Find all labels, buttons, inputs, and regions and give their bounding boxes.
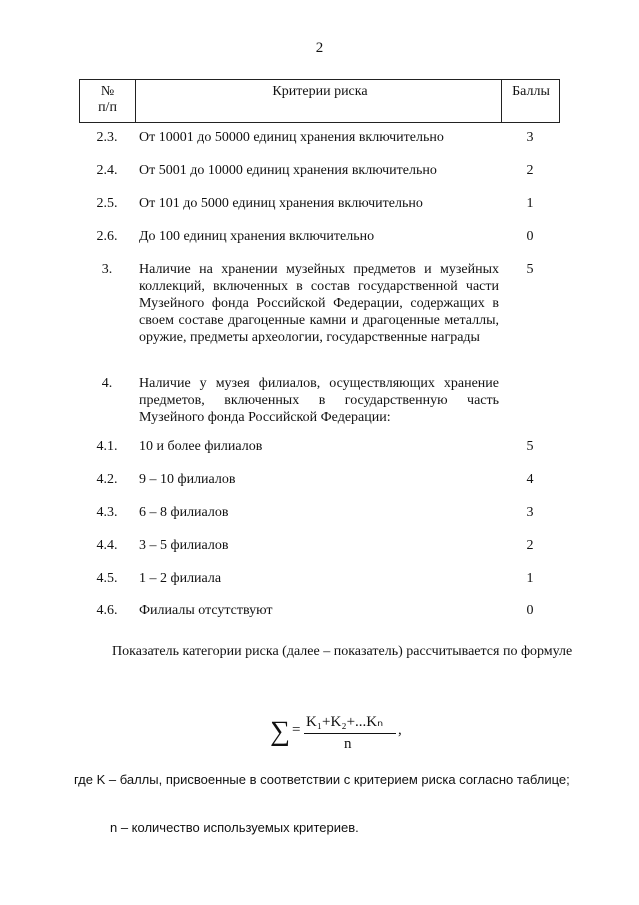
risk-formula xyxy=(270,712,420,756)
row-number: 4.3. xyxy=(96,505,118,520)
row-criteria: Филиалы отсутствуют xyxy=(139,603,273,618)
row-score: 3 xyxy=(526,130,534,145)
row-criteria: От 101 до 5000 единиц хранения включительно xyxy=(139,196,423,211)
row-score: 0 xyxy=(526,603,534,618)
row-score: 2 xyxy=(526,538,534,553)
header-number-line1: № xyxy=(100,84,115,99)
row-number: 4.5. xyxy=(96,571,118,586)
row-number: 4.4. xyxy=(96,538,118,553)
definition-k: где K – баллы, присвоенные в соответствии с критерием риска согласно таблице; xyxy=(74,772,570,787)
row-number: 2.6. xyxy=(96,229,118,244)
fraction-bar xyxy=(304,733,396,734)
row-score: 1 xyxy=(526,196,534,211)
row-criteria: До 100 единиц хранения включительно xyxy=(139,229,375,244)
definition-n: n – количество используемых критериев. xyxy=(110,820,359,835)
row-number: 2.5. xyxy=(96,196,118,211)
formula-intro-paragraph: Показатель категории риска (далее – показатель) рассчитывается по формуле xyxy=(112,644,573,659)
sigma-symbol: ∑ xyxy=(270,716,290,747)
row-criteria: От 10001 до 50000 единиц хранения включительно xyxy=(139,130,444,145)
row-number: 4.1. xyxy=(96,439,118,454)
header-score: Баллы xyxy=(501,80,560,122)
row-criteria: От 5001 до 10000 единиц хранения включительно xyxy=(139,163,437,178)
row-number: 4.2. xyxy=(96,472,118,487)
formula-comma: , xyxy=(398,722,402,738)
formula-numerator: K₁+K₂+...Kₙ xyxy=(306,714,384,730)
page-number: 2 xyxy=(315,40,324,56)
header-criteria: Критерии риска xyxy=(272,84,368,99)
row-score: 5 xyxy=(526,439,534,454)
header-number xyxy=(80,80,136,122)
row-criteria: 1 – 2 филиала xyxy=(139,571,222,586)
row-criteria: Наличие на хранении музейных предметов и музейных коллекций, включенных в состав государственной части Музейного фонда Российской Федерации, содержащих в своем составе драгоценные камни и драгоценные металлы, оружие, предметы археологии, государственные награды xyxy=(139,262,499,345)
formula-denominator: n xyxy=(344,736,352,752)
row-criteria: Наличие у музея филиалов, осуществляющих хранение предметов, включенных в государственную часть Музейного фонда Российской Федерации: xyxy=(139,376,499,425)
row-number: 3. xyxy=(101,262,113,277)
row-score: 5 xyxy=(526,262,534,277)
row-criteria: 10 и более филиалов xyxy=(139,439,263,454)
row-number: 2.3. xyxy=(96,130,118,145)
row-number: 2.4. xyxy=(96,163,118,178)
row-number: 4. xyxy=(101,376,113,391)
row-score: 2 xyxy=(526,163,534,178)
row-score: 3 xyxy=(526,505,534,520)
equals-sign: = xyxy=(292,722,301,738)
row-criteria: 3 – 5 филиалов xyxy=(139,538,229,553)
row-score: 0 xyxy=(526,229,534,244)
row-score: 1 xyxy=(526,571,534,586)
table-header xyxy=(79,79,560,123)
row-criteria: 9 – 10 филиалов xyxy=(139,472,236,487)
header-number-line2: п/п xyxy=(98,100,117,115)
row-number: 4.6. xyxy=(96,603,118,618)
row-criteria: 6 – 8 филиалов xyxy=(139,505,229,520)
row-score: 4 xyxy=(526,472,534,487)
